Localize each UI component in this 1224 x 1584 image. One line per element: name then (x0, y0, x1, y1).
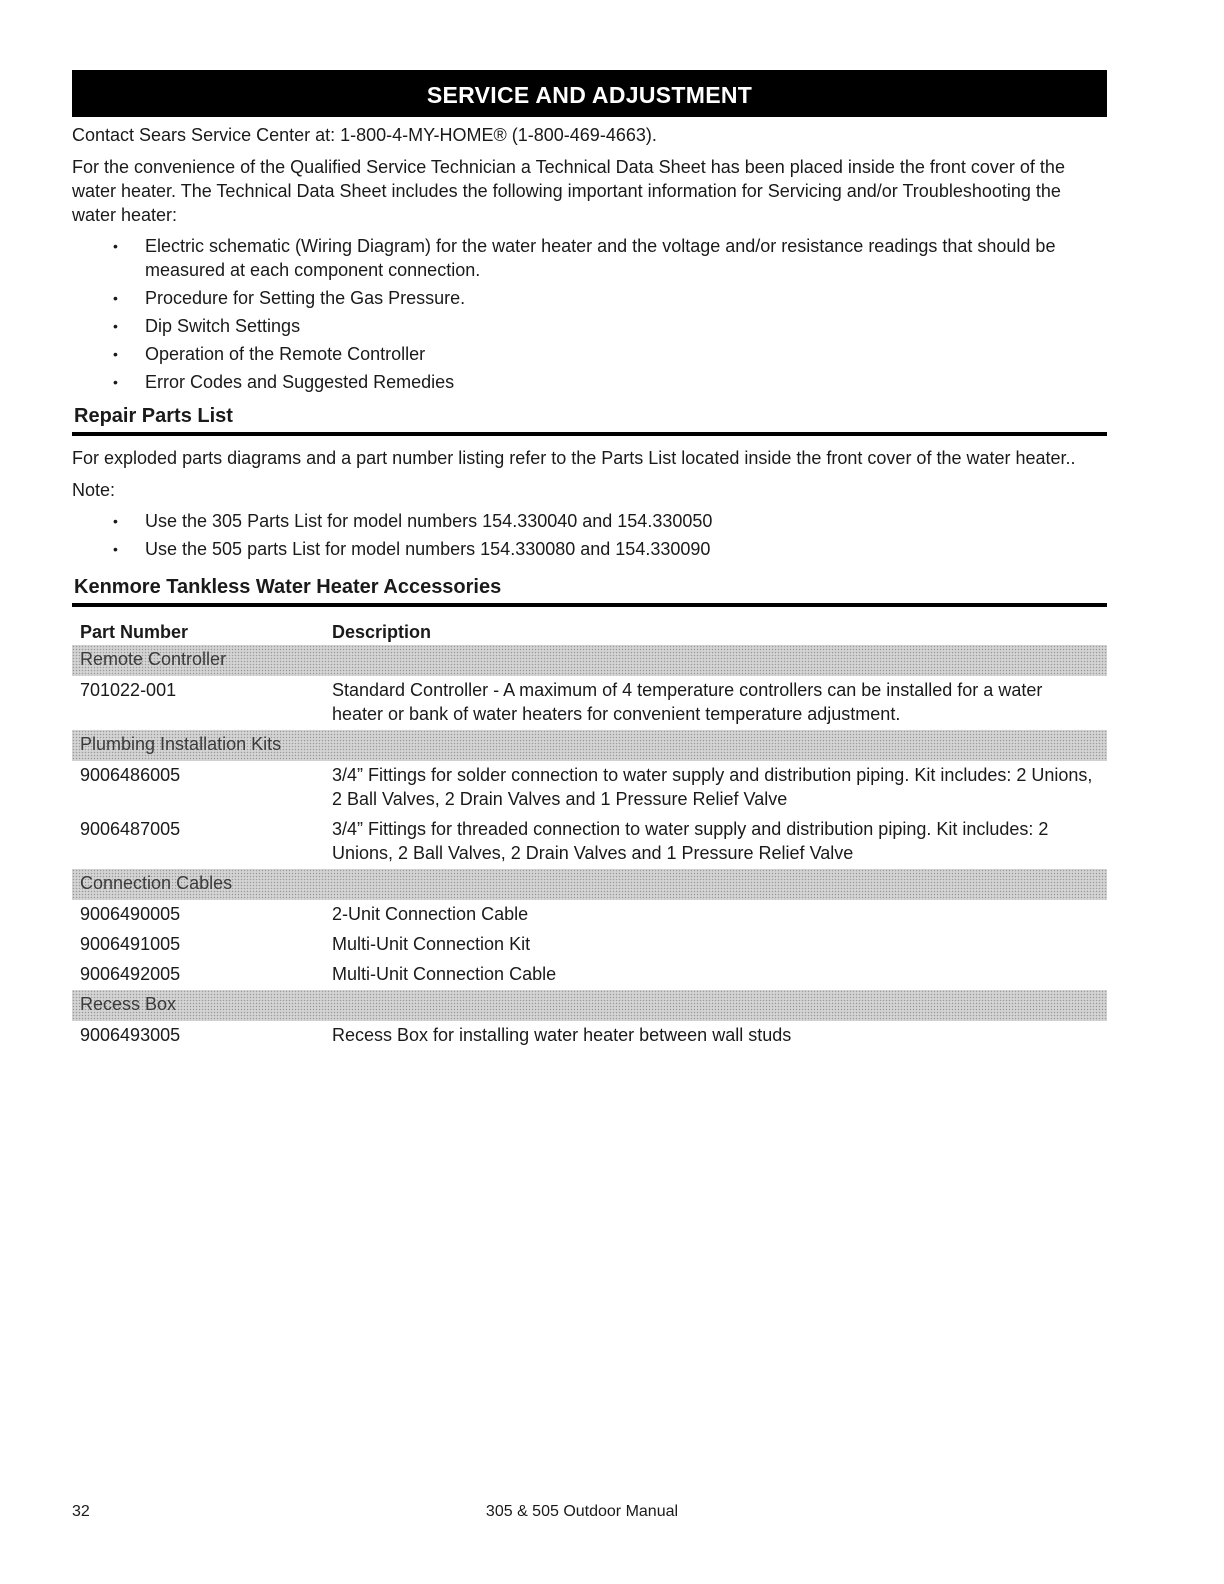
category-row (72, 645, 1107, 676)
contact-line: Contact Sears Service Center at: 1-800-4-MY-HOME® (1-800-469-4663). (72, 125, 657, 145)
description-header: Description (332, 622, 432, 642)
table-header-row (72, 617, 1107, 645)
accessories-heading: Kenmore Tankless Water Heater Accessories (72, 575, 1107, 607)
part-number: 9006491005 (80, 934, 181, 954)
table-row (72, 930, 1107, 960)
table-row (72, 761, 1107, 815)
table-row (72, 676, 1107, 730)
category-label: Recess Box (72, 990, 1107, 1021)
part-number: 9006493005 (80, 1025, 181, 1045)
bullet-icon: • (113, 346, 118, 362)
page-content (72, 70, 1107, 1051)
list-item: • Use the 305 Parts List for model numbers 154.330040 and 154.330050 (113, 511, 713, 531)
part-description: 3/4” Fittings for solder connection to water supply and distribution piping. Kit includes: 2 Unions, 2 Ball Valves, 2 Drain Valves and 1 Pressure Relief Valve (332, 765, 1093, 809)
part-number-header: Part Number (80, 622, 189, 642)
part-description: Multi-Unit Connection Cable (332, 964, 557, 984)
section-banner: SERVICE AND ADJUSTMENT (72, 70, 1107, 117)
table-row (72, 960, 1107, 990)
category-label: Remote Controller (72, 645, 1107, 676)
repair-parts-heading: Repair Parts List (72, 404, 1107, 436)
list-item: • Operation of the Remote Controller (113, 344, 426, 364)
part-number: 9006490005 (80, 904, 181, 924)
part-description: Recess Box for installing water heater between wall studs (332, 1025, 792, 1045)
intro-paragraph: For the convenience of the Qualified Service Technician a Technical Data Sheet has been placed inside the front cover of the water heater. The Technical Data Sheet includes the following important information for Servicing and/or Troubleshooting the water heater: (72, 157, 1065, 225)
list-item: • Procedure for Setting the Gas Pressure. (113, 288, 466, 308)
category-label: Plumbing Installation Kits (72, 730, 1107, 761)
part-number: 9006487005 (80, 819, 181, 839)
bullet-icon: • (113, 374, 118, 390)
part-description: Standard Controller - A maximum of 4 temperature controllers can be installed for a water heater or bank of water heaters for convenient temperature adjustment. (332, 680, 1043, 724)
list-item: • Use the 505 parts List for model numbers 154.330080 and 154.330090 (113, 539, 711, 559)
category-label: Connection Cables (72, 869, 1107, 900)
bullet-icon: • (113, 238, 118, 254)
list-item: • Error Codes and Suggested Remedies (113, 372, 455, 392)
table-row (72, 1021, 1107, 1051)
part-description: Multi-Unit Connection Kit (332, 934, 531, 954)
table-row (72, 815, 1107, 869)
manual-title: 305 & 505 Outdoor Manual (485, 1503, 679, 1520)
repair-parts-text: For exploded parts diagrams and a part number listing refer to the Parts List located inside the front cover of the water heater.. (72, 448, 1076, 468)
table-row (72, 900, 1107, 930)
list-item: • Dip Switch Settings (113, 316, 301, 336)
accessories-table (72, 617, 1107, 1051)
category-row (72, 990, 1107, 1021)
part-number: 701022-001 (80, 680, 177, 700)
bullet-icon: • (113, 318, 118, 334)
note-label: Note: (72, 480, 116, 500)
technical-data-list (72, 234, 1107, 394)
page-number: 32 (72, 1503, 90, 1520)
category-row (72, 869, 1107, 900)
category-row (72, 730, 1107, 761)
bullet-icon: • (113, 541, 118, 557)
part-number: 9006492005 (80, 964, 181, 984)
bullet-icon: • (113, 513, 118, 529)
part-number: 9006486005 (80, 765, 181, 785)
part-description: 2-Unit Connection Cable (332, 904, 529, 924)
bullet-icon: • (113, 290, 118, 306)
note-list (72, 509, 1107, 561)
part-description: 3/4” Fittings for threaded connection to water supply and distribution piping. Kit includes: 2 Unions, 2 Ball Valves, 2 Drain Valves and 1 Pressure Relief Valve (332, 819, 1049, 863)
list-item: • Electric schematic (Wiring Diagram) for the water heater and the voltage and/or resistance readings that should be measured at each component connection. (113, 236, 1056, 280)
